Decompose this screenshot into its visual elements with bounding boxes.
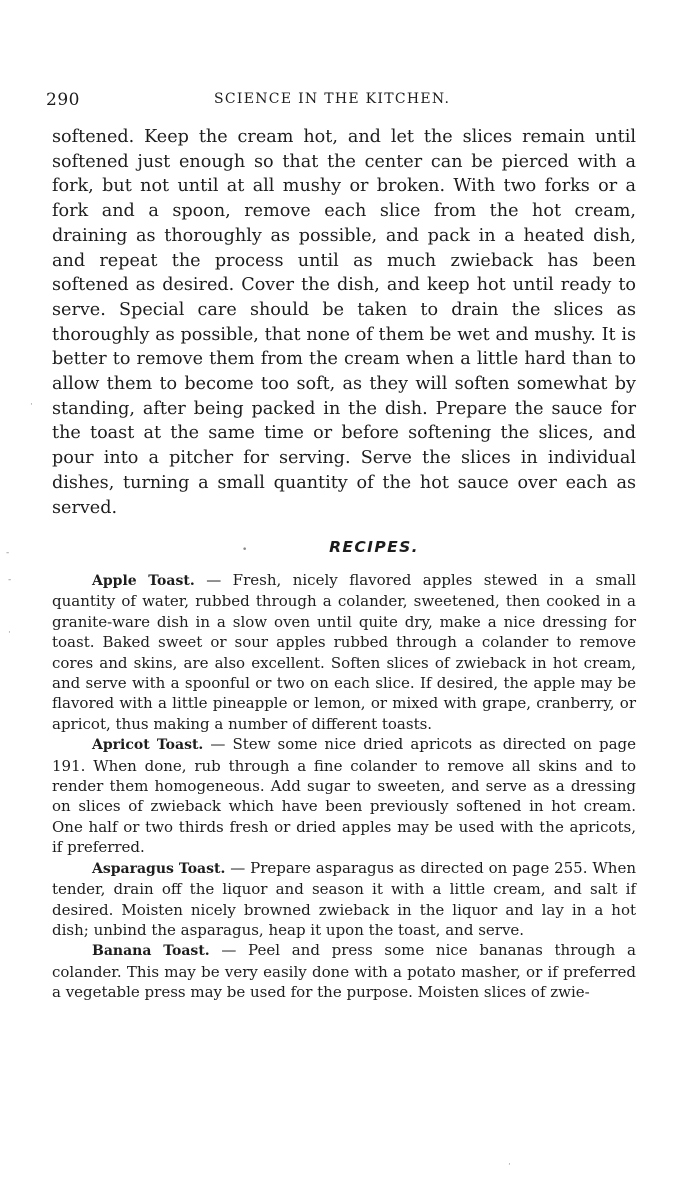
recipe-asparagus-toast [52, 858, 636, 941]
recipe-text: — Fresh, nicely flavored apples stewed in a small quantity of water, rubbed through a colander, sweetened, then cooked in a granite-ware dish in a slow oven until quite dry, make a nice dressing for toast. Baked sweet or sour apples rubbed through a colander to remove cores and skins, are also excellent. Soften slices of zwieback in hot cream, and serve with a spoonful or two on each slice. If desired, the apple may be flavored with a little pineapple or lemon, or mixed with grape, cranberry, or apricot, thus making a number of different toasts. [52, 571, 636, 733]
recipe-title: Banana Toast. [92, 943, 210, 960]
page-header [46, 90, 650, 116]
recipe-text: — Stew some nice dried apricots as directed on page 191. When done, rub through a fine colander to remove all skins and to render them homogeneous. Add sugar to sweeten, and serve as a dressing on slices of zwieback which have been previously softened in hot cream. One half or two thirds fresh or dried apples may be used with the apricots, if preferred. [52, 735, 636, 857]
recipe-text: — Peel and press some nice bananas through a colander. This may be very easily done with a potato masher, or if preferred a vegetable press may be used for the purpose. Moisten slices of zwie- [52, 941, 636, 1002]
recipe-apple-toast [52, 570, 636, 734]
scan-speck: - [8, 575, 12, 585]
recipe-title: Apricot Toast. [92, 737, 204, 754]
recipe-title: Asparagus Toast. [92, 860, 226, 877]
recipe-banana-toast [52, 940, 636, 1002]
scan-speck: · [30, 400, 33, 410]
scan-speck: - [6, 548, 10, 558]
scan-speck: · [508, 1160, 511, 1170]
recipe-text: — Prepare asparagus as directed on page 255. When tender, drain off the liquor and season it with a little cream, and salt if desired. Moisten nicely browned zwieback in the liquor and lay in a hot dish; unbind the asparagus, heap it upon the toast, and serve. [52, 858, 636, 939]
scan-speck: · [8, 628, 11, 638]
scan-speck: • [242, 545, 248, 555]
recipes-heading-text: RECIPES. [329, 538, 419, 556]
body-paragraph: softened. Keep the cream hot, and let the slices remain until softened just enough so that the center can be pierced with a fork, but not until at all mushy or broken. With two forks or a fork and a spoon, remove each slice from the hot cream, draining as thoroughly as possible, and pack in a heated dish, and repeat the process until as much zwieback has been softened as desired. Cover the dish, and keep hot until ready to serve. Special care should be taken to drain the slices as thoroughly as possible, that none of them be wet and mushy. It is better to remove them from the cream when a little hard than to allow them to become too soft, as they will soften somewhat by standing, after being packed in the dish. Prepare the sauce for the toast at the same time or before softening the slices, and pour into a pitcher for serving. Serve the slices in individual dishes, turning a small quantity of the hot sauce over each as served. [52, 127, 636, 518]
recipe-apricot-toast [52, 734, 636, 857]
recipe-title: Apple Toast. [92, 573, 195, 589]
running-head: SCIENCE IN THE KITCHEN. [214, 91, 451, 107]
page-number: 290 [46, 90, 80, 110]
recipes-heading [0, 538, 700, 556]
recipes-list [52, 570, 636, 1003]
